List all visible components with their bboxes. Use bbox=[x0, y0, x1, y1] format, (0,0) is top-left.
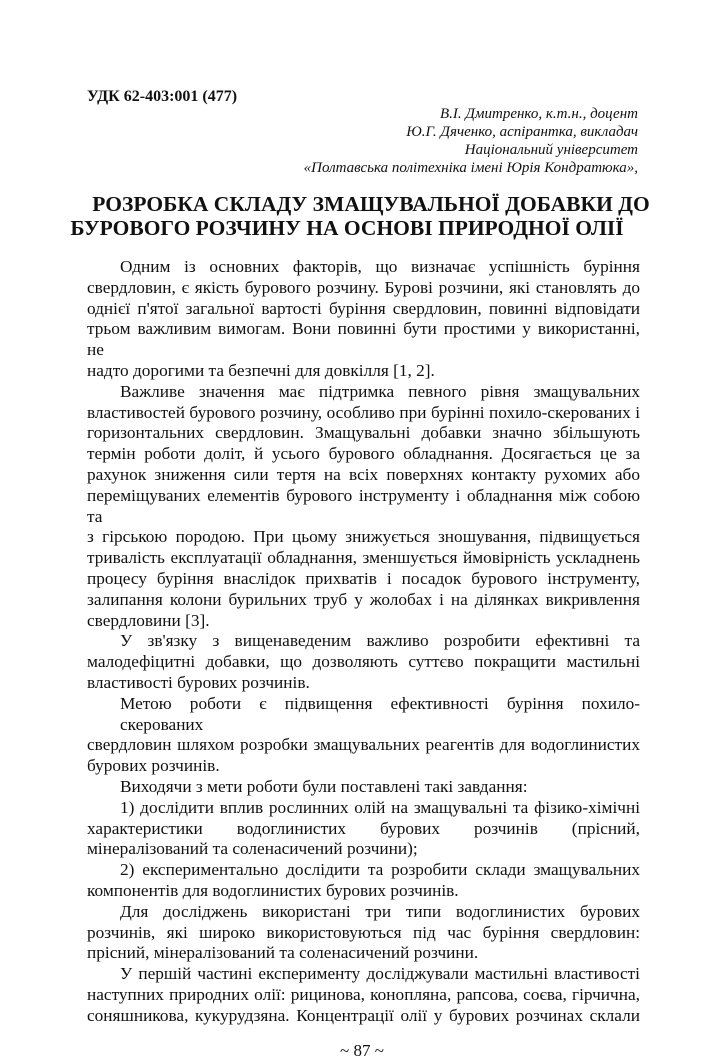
paragraph bbox=[87, 860, 640, 902]
title-line-2: БУРОВОГО РОЗЧИНУ НА ОСНОВІ ПРИРОДНОЇ ОЛІЇ bbox=[70, 216, 624, 240]
affiliation-name: «Полтавська політехніка імені Юрія Кондратюка», bbox=[303, 160, 638, 176]
paragraph bbox=[87, 631, 640, 693]
paragraph bbox=[87, 964, 640, 1026]
paragraph-line: Важливе значення має підтримка певного рівня змащувальних bbox=[120, 381, 640, 401]
page-number: ~ 87 ~ bbox=[340, 1041, 384, 1061]
paragraph-line: переміщуваних елементів бурового інструменту і обладнання між собою та bbox=[87, 485, 640, 526]
paragraph-line: властивості бурових розчинів. bbox=[87, 672, 310, 692]
paragraph-line: рахунок зниження сили тертя на всіх поверхнях контакту рухомих або bbox=[87, 464, 640, 484]
paragraph-line: Виходячи з мети роботи були поставлені такі завдання: bbox=[120, 776, 528, 796]
paragraph-line: свердловин, є якість бурового розчину. Бурові розчини, які становлять до bbox=[87, 277, 640, 297]
affiliation: Національний університет bbox=[464, 142, 638, 158]
paragraph-line: надто дорогими та безпечні для довкілля [1, 2]. bbox=[87, 360, 435, 380]
paragraph-line: свердловин шляхом розробки змащувальних реагентів для водоглинистих bbox=[87, 735, 640, 755]
paragraph-line: компонентів для водоглинистих бурових розчинів. bbox=[87, 880, 459, 900]
paragraph-line: свердловини [3]. bbox=[87, 610, 210, 630]
paragraph-line: 1) дослідити вплив рослинних олій на змащувальні та фізико-хімічні bbox=[120, 797, 640, 817]
paragraph-line: горизонтальних свердловин. Змащувальні добавки значно збільшують bbox=[87, 423, 640, 443]
paragraph-line: Одним із основних факторів, що визначає успішність буріння bbox=[120, 257, 640, 276]
paragraph-line: однієї п'ятої загальної вартості буріння свердловин, повинні відповідати bbox=[87, 298, 640, 318]
paragraph-line: прісний, мінералізований та соленасичений розчини. bbox=[87, 943, 479, 963]
paragraph bbox=[87, 902, 640, 964]
paragraph-line: 2) експериментально дослідити та розробити склади змащувальних bbox=[120, 860, 640, 880]
paragraph bbox=[87, 257, 640, 382]
paragraph-line: соняшникова, кукурудзяна. Концентрації олії у бурових розчинах склали bbox=[87, 1005, 640, 1025]
paragraph-line: малодефіцитні добавки, що дозволяють суттєво покращити мастильні bbox=[87, 652, 640, 672]
udc-code: УДК 62-403:001 (477) bbox=[87, 88, 238, 105]
paragraph bbox=[87, 694, 640, 777]
paragraph-line: У першій частині експерименту досліджували мастильні властивості bbox=[120, 964, 640, 984]
paragraph-line: трьом важливим вимогам. Вони повинні бути простими у використанні, не bbox=[87, 319, 640, 360]
paragraph-line: Для досліджень використані три типи водоглинистих бурових bbox=[120, 901, 640, 921]
author-1: В.І. Дмитренко, к.т.н., доцент bbox=[439, 106, 638, 122]
author-block bbox=[304, 105, 638, 177]
paragraph-line: У зв'язку з вищенаведеним важливо розробити ефективні та bbox=[120, 631, 640, 651]
paragraph-line: мінералізований та соленасичений розчини); bbox=[87, 839, 418, 859]
paragraph-line: наступних природних олії: рицинова, конопляна, рапсова, соєва, гірчична, bbox=[87, 984, 640, 1004]
title-line-1: РОЗРОБКА СКЛАДУ ЗМАЩУВАЛЬНОЇ ДОБАВКИ ДО bbox=[92, 192, 650, 216]
paragraph-line: тривалість експлуатації обладнання, зменшується ймовірність ускладнень bbox=[87, 548, 640, 568]
paragraph-line: з гірською породою. При цьому знижується зношування, підвищується bbox=[87, 527, 640, 547]
paragraph bbox=[87, 382, 640, 632]
paragraph bbox=[87, 777, 640, 798]
paragraph-line: розчинів, які широко використовуються під час буріння свердловин: bbox=[87, 922, 640, 942]
paragraph-line: залипання колони бурильних труб у жолобах і на ділянках викривлення bbox=[87, 589, 640, 609]
paragraph-line: процесу буріння внаслідок прихватів і посадок бурового інструменту, bbox=[87, 568, 640, 588]
paragraph-line: характеристики водоглинистих бурових розчинів (прісний, bbox=[87, 818, 640, 838]
body-text bbox=[87, 257, 640, 1026]
paragraph-line: властивостей бурового розчину, особливо при бурінні похило-скерованих і bbox=[87, 402, 640, 422]
paragraph bbox=[87, 798, 640, 860]
author-2: Ю.Г. Дяченко, аспірантка, викладач bbox=[406, 124, 638, 140]
paper-title bbox=[0, 192, 724, 240]
paragraph-line: Метою роботи є підвищення ефективності буріння похило-скерованих bbox=[120, 693, 640, 734]
paragraph-line: бурових розчинів. bbox=[87, 756, 220, 776]
paragraph-line: термін роботи доліт, й усього бурового обладнання. Досягається це за bbox=[87, 444, 640, 464]
